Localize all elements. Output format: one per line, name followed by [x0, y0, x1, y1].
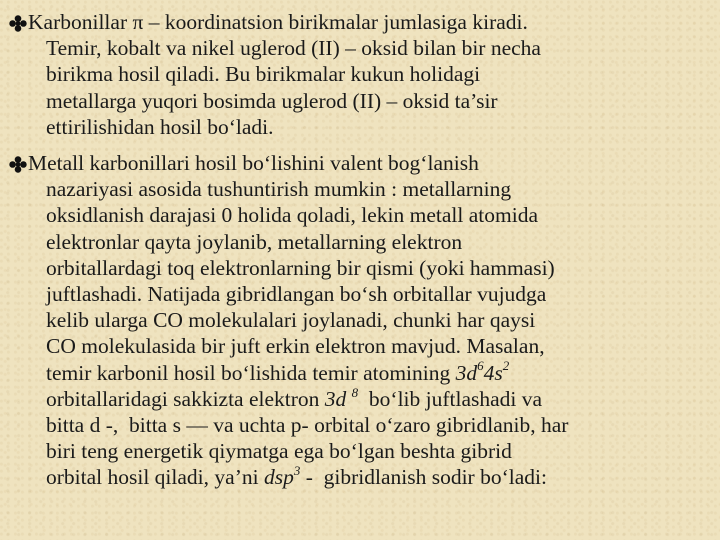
text-line: nazariyasi asosida tushuntirish mumkin : metallarning [46, 177, 512, 202]
text-line: kelib ularga CO molekulalari joylanadi, chunki har qaysi [46, 308, 536, 333]
bullet-block-2 [8, 150, 712, 491]
text-fragment: - gibridlanish sodir bo‘ladi: [300, 465, 547, 490]
electron-configuration [455, 358, 510, 385]
text-line: CO molekulasida bir juft erkin elektron mavjud. Masalan, [46, 334, 545, 359]
formula-superscript: 3 [293, 463, 301, 479]
text-line: orbitallardagi toq elektronlarning bir qismi (yoki hammasi) [46, 255, 555, 280]
diamond-bullet-icon [8, 150, 28, 176]
bullet-row-1 [8, 9, 712, 140]
formula-part: dsp [263, 465, 294, 490]
text-line-with-formula [28, 464, 712, 490]
text-line: oksidlanish darajasi 0 holida qoladi, lekin metall atomida [46, 203, 539, 228]
text-fragment: temir karbonil hosil bo‘lishida temir atomining [46, 360, 456, 385]
formula-part: 3d [324, 386, 347, 411]
text-fragment: orbitallaridagi sakkizta elektron [46, 386, 325, 411]
text-line-with-formula [28, 386, 712, 412]
formula-superscript: 2 [502, 358, 510, 374]
bullet-row-2 [8, 150, 712, 491]
text-line: ettirilishidan hosil bo‘ladi. [46, 114, 274, 139]
diamond-bullet-icon [8, 9, 28, 35]
text-fragment: orbital hosil qiladi, ya’ni [46, 465, 264, 490]
text-line: elektronlar qayta joylanib, metallarning elektron [46, 229, 463, 254]
text-line: bitta d -, bitta s — va uchta p- orbital o‘zaro gibridlanib, har [46, 413, 569, 438]
text-line: biri teng energetik qiymatga ega bo‘lgan beshta gibrid [46, 439, 512, 464]
bullet-1-text [28, 9, 712, 140]
text-line: birikma hosil qiladi. Bu birikmalar kukun holidagi [46, 62, 481, 87]
electron-configuration [324, 384, 359, 411]
text-line: Karbonillar π – koordinatsion birikmalar jumlasiga kiradi. [28, 10, 528, 34]
hybridization-formula [264, 465, 300, 489]
text-line: metallarga yuqori bosimda uglerod (II) – oksid ta’sir [46, 88, 498, 113]
bullet-block-1 [8, 9, 712, 140]
bullet-2-text [28, 150, 712, 491]
formula-part: 3d [455, 360, 478, 385]
text-line-with-formula [28, 360, 712, 386]
text-fragment: bo‘lib juftlashadi va [358, 386, 543, 411]
text-line: Temir, kobalt va nikel uglerod (II) – oksid bilan bir necha [46, 36, 541, 61]
text-line: Metall karbonillari hosil bo‘lishini valent bog‘lanish [28, 151, 479, 175]
formula-superscript: 8 [351, 384, 359, 400]
formula-part: 4s [483, 360, 503, 385]
formula-superscript: 6 [477, 358, 484, 374]
text-line: juftlashadi. Natijada gibridlangan bo‘sh orbitallar vujudga [46, 282, 547, 307]
